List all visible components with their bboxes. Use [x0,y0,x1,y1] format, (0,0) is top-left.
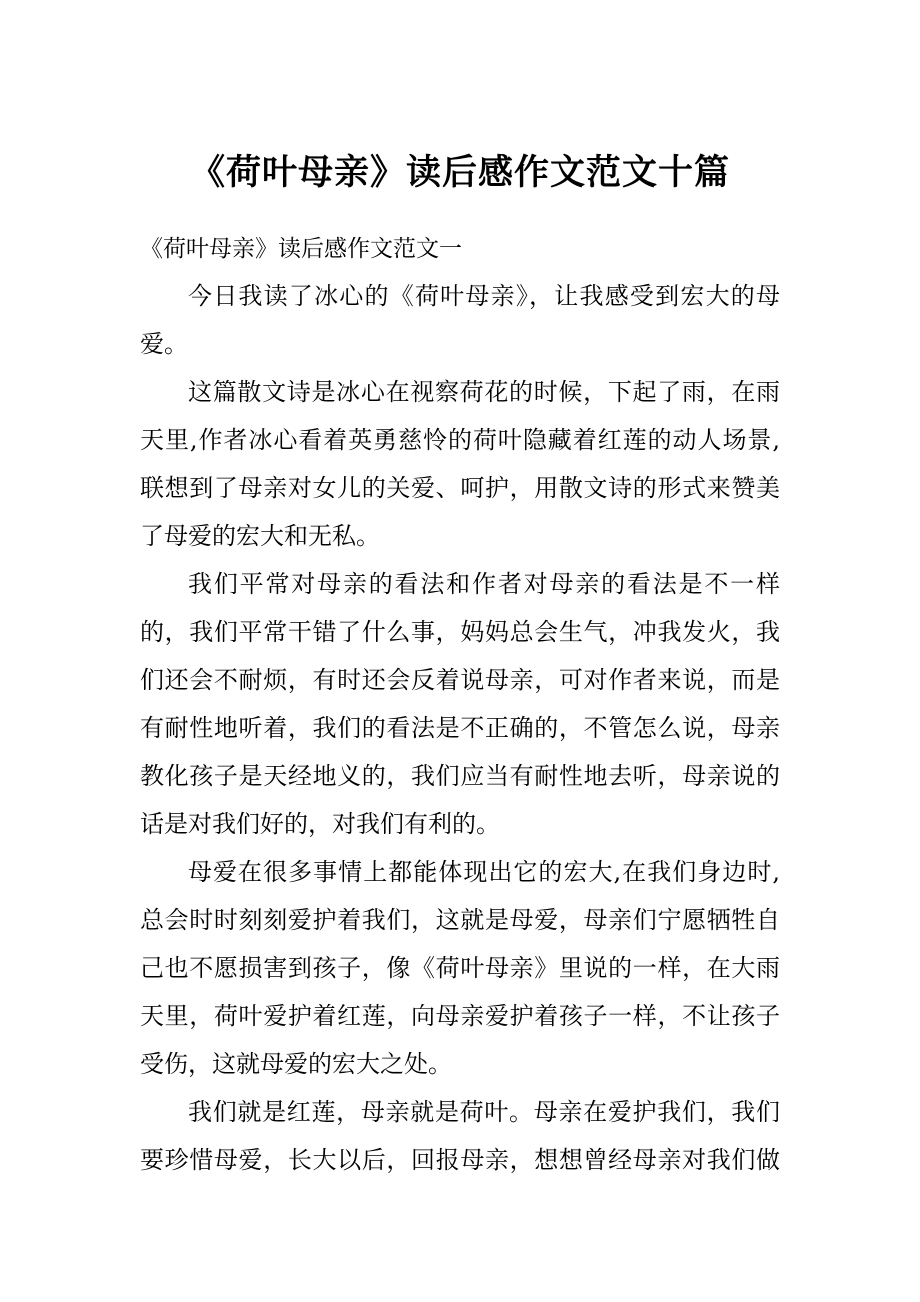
section-heading: 《荷叶母亲》读后感作文范文一 [140,236,462,262]
paragraph-line: 受伤，这就母爱的宏大之处。 [140,1050,452,1078]
document-title: 《荷叶母亲》读后感作文范文十篇 [189,153,730,193]
paragraph-line: 们还会不耐烦，有时还会反着说母亲，可对作者来说，而是 [140,666,780,694]
paragraph-line: 话是对我们好的，对我们有利的。 [140,810,500,838]
paragraph-line: 了母爱的宏大和无私。 [140,522,380,550]
paragraph-line: 要珍惜母爱，长大以后，回报母亲，想想曾经母亲对我们做 [140,1146,780,1174]
paragraph-line: 这篇散文诗是冰心在视察荷花的时候，下起了雨，在雨 [188,378,780,406]
paragraph-line: 总会时时刻刻爱护着我们，这就是母爱，母亲们宁愿牺牲自 [140,906,780,934]
paragraph-line: 有耐性地听着，我们的看法是不正确的，不管怎么说，母亲 [140,714,780,742]
paragraph-line: 联想到了母亲对女儿的关爱、呵护，用散文诗的形式来赞美 [140,474,780,502]
paragraph-line: 爱。 [140,330,188,358]
document-body [140,280,780,1192]
paragraph-line: 的，我们平常干错了什么事，妈妈总会生气，冲我发火，我 [140,618,780,646]
paragraph-line: 今日我读了冰心的《荷叶母亲》，让我感受到宏大的母 [188,282,780,310]
paragraph-line: 天里，荷叶爱护着红莲，向母亲爱护着孩子一样，不让孩子 [140,1002,780,1030]
paragraph-line: 我们平常对母亲的看法和作者对母亲的看法是不一样 [188,570,780,598]
paragraph-line: 天里,作者冰心看着英勇慈怜的荷叶隐藏着红莲的动人场景, [140,426,780,454]
paragraph-line: 我们就是红莲，母亲就是荷叶。母亲在爱护我们，我们 [188,1098,780,1126]
paragraph-line: 己也不愿损害到孩子，像《荷叶母亲》里说的一样，在大雨 [140,954,780,982]
paragraph-line: 教化孩子是天经地义的，我们应当有耐性地去听，母亲说的 [140,762,780,790]
paragraph-line: 母爱在很多事情上都能体现出它的宏大,在我们身边时, [188,858,780,886]
